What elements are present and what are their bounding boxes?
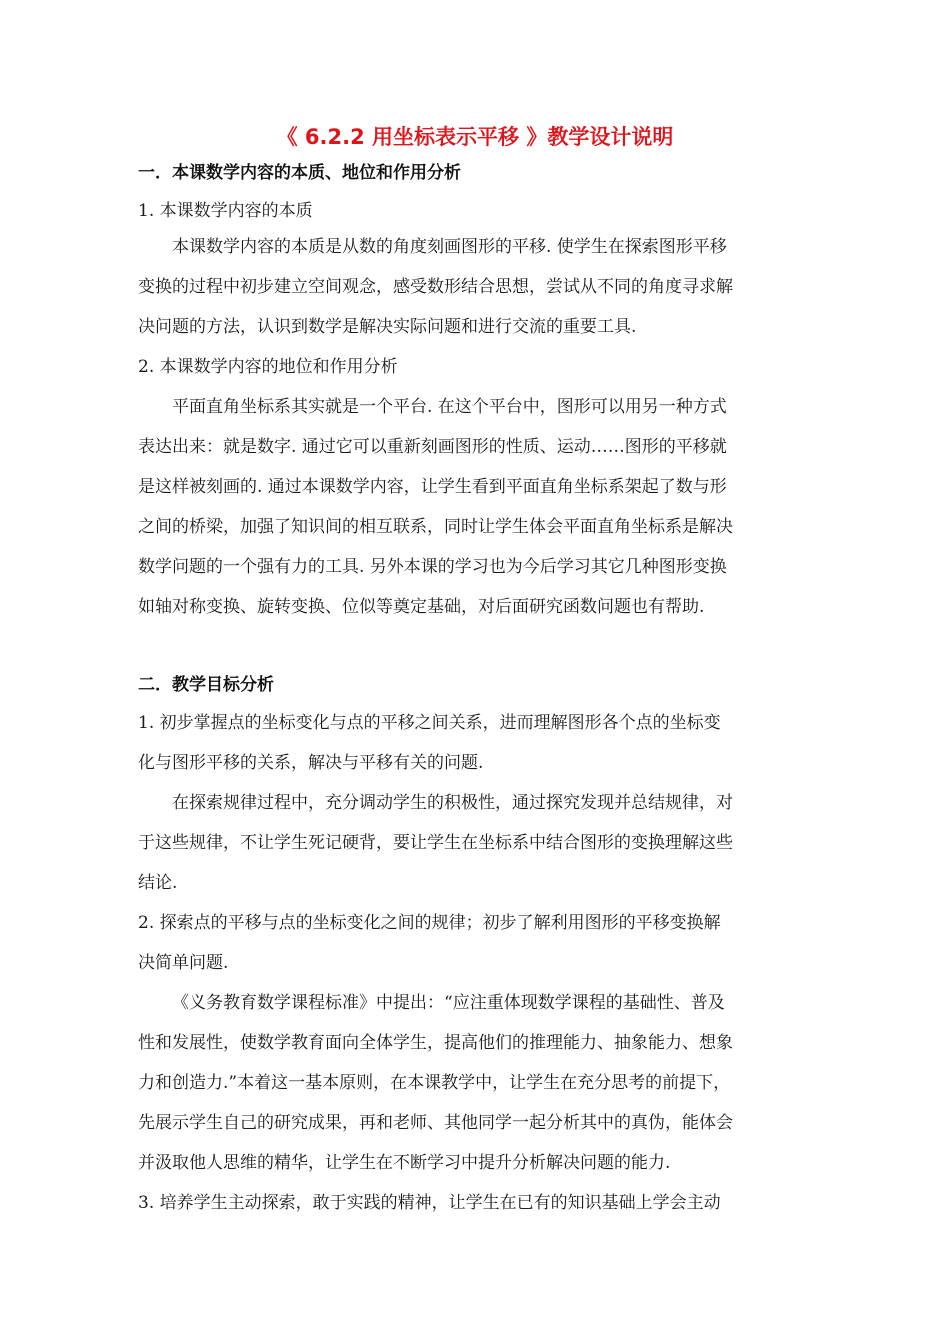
subsection-heading-1-2: 2. 本课数学内容的地位和作用分析 (138, 357, 398, 377)
list-item-line: 1. 初步掌握点的坐标变化与点的平移之间关系，进而理解图形各个点的坐标变 (138, 713, 721, 733)
paragraph-line: 并汲取他人思维的精华，让学生在不断学习中提升分析解决问题的能力. (138, 1153, 671, 1173)
subsection-heading-1-1: 1. 本课数学内容的本质 (138, 201, 313, 221)
paragraph-line: 平面直角坐标系其实就是一个平台. 在这个平台中，图形可以用另一种方式 (172, 397, 727, 417)
paragraph-line: 在探索规律过程中，充分调动学生的积极性，通过探究发现并总结规律，对 (172, 793, 733, 813)
list-item-line: 化与图形平移的关系，解决与平移有关的问题. (138, 753, 484, 773)
paragraph-line: 性和发展性，使数学教育面向全体学生，提高他们的推理能力、抽象能力、想象 (138, 1033, 733, 1053)
paragraph-line: 决问题的方法，认识到数学是解决实际问题和进行交流的重要工具. (138, 317, 637, 337)
paragraph-line: 力和创造力.”本着这一基本原则，在本课教学中，让学生在充分思考的前提下， (138, 1073, 731, 1093)
paragraph-line: 之间的桥梁，加强了知识间的相互联系，同时让学生体会平面直角坐标系是解决 (138, 517, 733, 537)
paragraph-line: 《义务教育数学课程标准》中提出：“应注重体现数学课程的基础性、普及 (172, 993, 725, 1013)
paragraph-line: 表达出来：就是数字. 通过它可以重新刻画图形的性质、运动……图形的平移就 (138, 437, 727, 457)
list-item-line: 2. 探索点的平移与点的坐标变化之间的规律；初步了解利用图形的平移变换解 (138, 913, 721, 933)
paragraph-line: 变换的过程中初步建立空间观念，感受数形结合思想，尝试从不同的角度寻求解 (138, 277, 733, 297)
paragraph-line: 结论. (138, 873, 178, 893)
paragraph-line: 本课数学内容的本质是从数的角度刻画图形的平移. 使学生在探索图形平移 (172, 237, 727, 257)
list-item-line: 3. 培养学生主动探索，敢于实践的精神，让学生在已有的知识基础上学会主动 (138, 1193, 721, 1213)
paragraph-line: 先展示学生自己的研究成果，再和老师、其他同学一起分析其中的真伪，能体会 (138, 1113, 733, 1133)
paragraph-line: 如轴对称变换、旋转变换、位似等奠定基础，对后面研究函数问题也有帮助. (138, 597, 705, 617)
paragraph-line: 于这些规律，不让学生死记硬背，要让学生在坐标系中结合图形的变换理解这些 (138, 833, 733, 853)
document-title: 《 6.2.2 用坐标表示平移 》教学设计说明 (276, 125, 674, 149)
paragraph-line: 是这样被刻画的. 通过本课数学内容，让学生看到平面直角坐标系架起了数与形 (138, 477, 727, 497)
list-item-line: 决简单问题. (138, 953, 229, 973)
section-heading-1: 一．本课数学内容的本质、地位和作用分析 (138, 163, 461, 183)
section-heading-2: 二．教学目标分析 (138, 675, 274, 695)
paragraph-line: 数学问题的一个强有力的工具. 另外本课的学习也为今后学习其它几种图形变换 (138, 557, 727, 577)
